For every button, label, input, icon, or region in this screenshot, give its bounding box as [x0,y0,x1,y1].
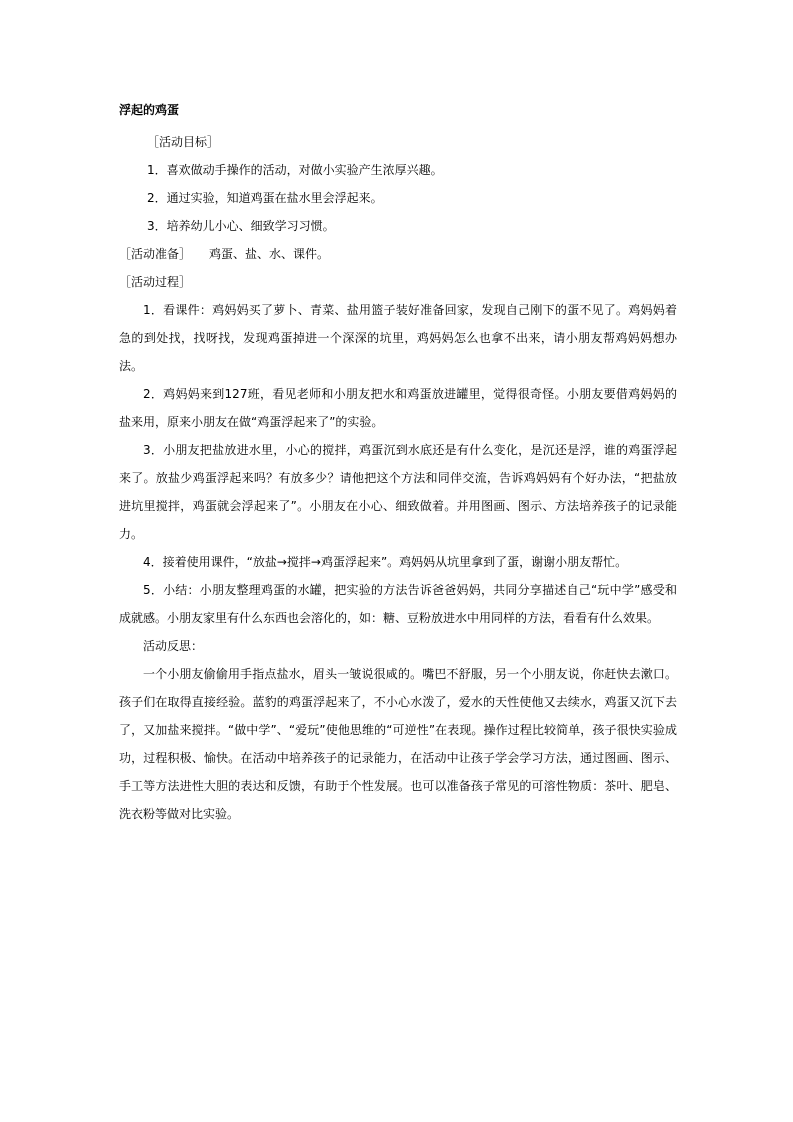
process-heading: ［活动过程］ [119,275,192,289]
reflection-heading: 活动反思： [143,639,204,653]
process-step-3: 3．小朋友把盐放进水里，小心的搅拌，鸡蛋沉到水底还是有什么变化，是沉还是浮，谁的鸡蛋浮起来了。放盐少鸡蛋浮起来吗？有放多少？请他把这个方法和同伴交流，告诉鸡妈妈有个好办法，“把盐放进坑里搅拌，鸡蛋就会浮起来了”。小朋友在小心、细致做着。并用图画、图示、方法培养孩子的记录能力。 [119,443,677,541]
prep-line [119,240,677,268]
prep-heading: ［活动准备］ [119,247,192,261]
process-step-1: 1．看课件：鸡妈妈买了萝卜、青菜、盐用篮子装好准备回家，发现自己刚下的蛋不见了。鸡妈妈着急的到处找，找呀找，发现鸡蛋掉进一个深深的坑里，鸡妈妈怎么也拿不出来，请小朋友帮鸡妈妈想办法。 [119,303,677,373]
goal-item-2: 2．通过实验，知道鸡蛋在盐水里会浮起来。 [147,191,383,205]
document-title: 浮起的鸡蛋 [119,103,180,117]
prep-text: 鸡蛋、盐、水、课件。 [209,247,330,261]
process-step-5: 5．小结：小朋友整理鸡蛋的水罐，把实验的方法告诉爸爸妈妈，共同分享描述自己“玩中学”感受和成就感。小朋友家里有什么东西也会溶化的，如：糖、豆粉放进水中用同样的方法，看看有什么效果。 [119,583,677,625]
process-step-4: 4．接着使用课件，“放盐→搅拌→鸡蛋浮起来”。鸡妈妈从坑里拿到了蛋，谢谢小朋友帮忙。 [143,555,628,569]
reflection-text: 一个小朋友偷偷用手指点盐水，眉头一皱说很咸的。嘴巴不舒服，另一个小朋友说，你赶快去漱口。孩子们在取得直接经验。蓝豹的鸡蛋浮起来了，不小心水泼了，爱水的天性使他又去续水，鸡蛋又沉下去了，又加盐来搅拌。“做中学”、“爱玩”使他思维的“可逆性”在表现。操作过程比较简单，孩子很快实验成功，过程积极、愉快。在活动中培养孩子的记录能力，在活动中让孩子学会学习方法，通过图画、图示、手工等方法进性大胆的表达和反馈，有助于个性发展。也可以准备孩子常见的可溶性物质：茶叶、肥皂、洗衣粉等做对比实验。 [119,667,677,821]
process-step-2: 2．鸡妈妈来到127班，看见老师和小朋友把水和鸡蛋放进罐里，觉得很奇怪。小朋友要借鸡妈妈的盐来用，原来小朋友在做“鸡蛋浮起来了”的实验。 [119,387,677,429]
goals-heading: ［活动目标］ [147,135,220,149]
goal-item-3: 3．培养幼儿小心、细致学习习惯。 [147,219,335,233]
document-body [119,100,677,828]
goal-item-1: 1．喜欢做动手操作的活动，对做小实验产生浓厚兴趣。 [147,163,443,177]
